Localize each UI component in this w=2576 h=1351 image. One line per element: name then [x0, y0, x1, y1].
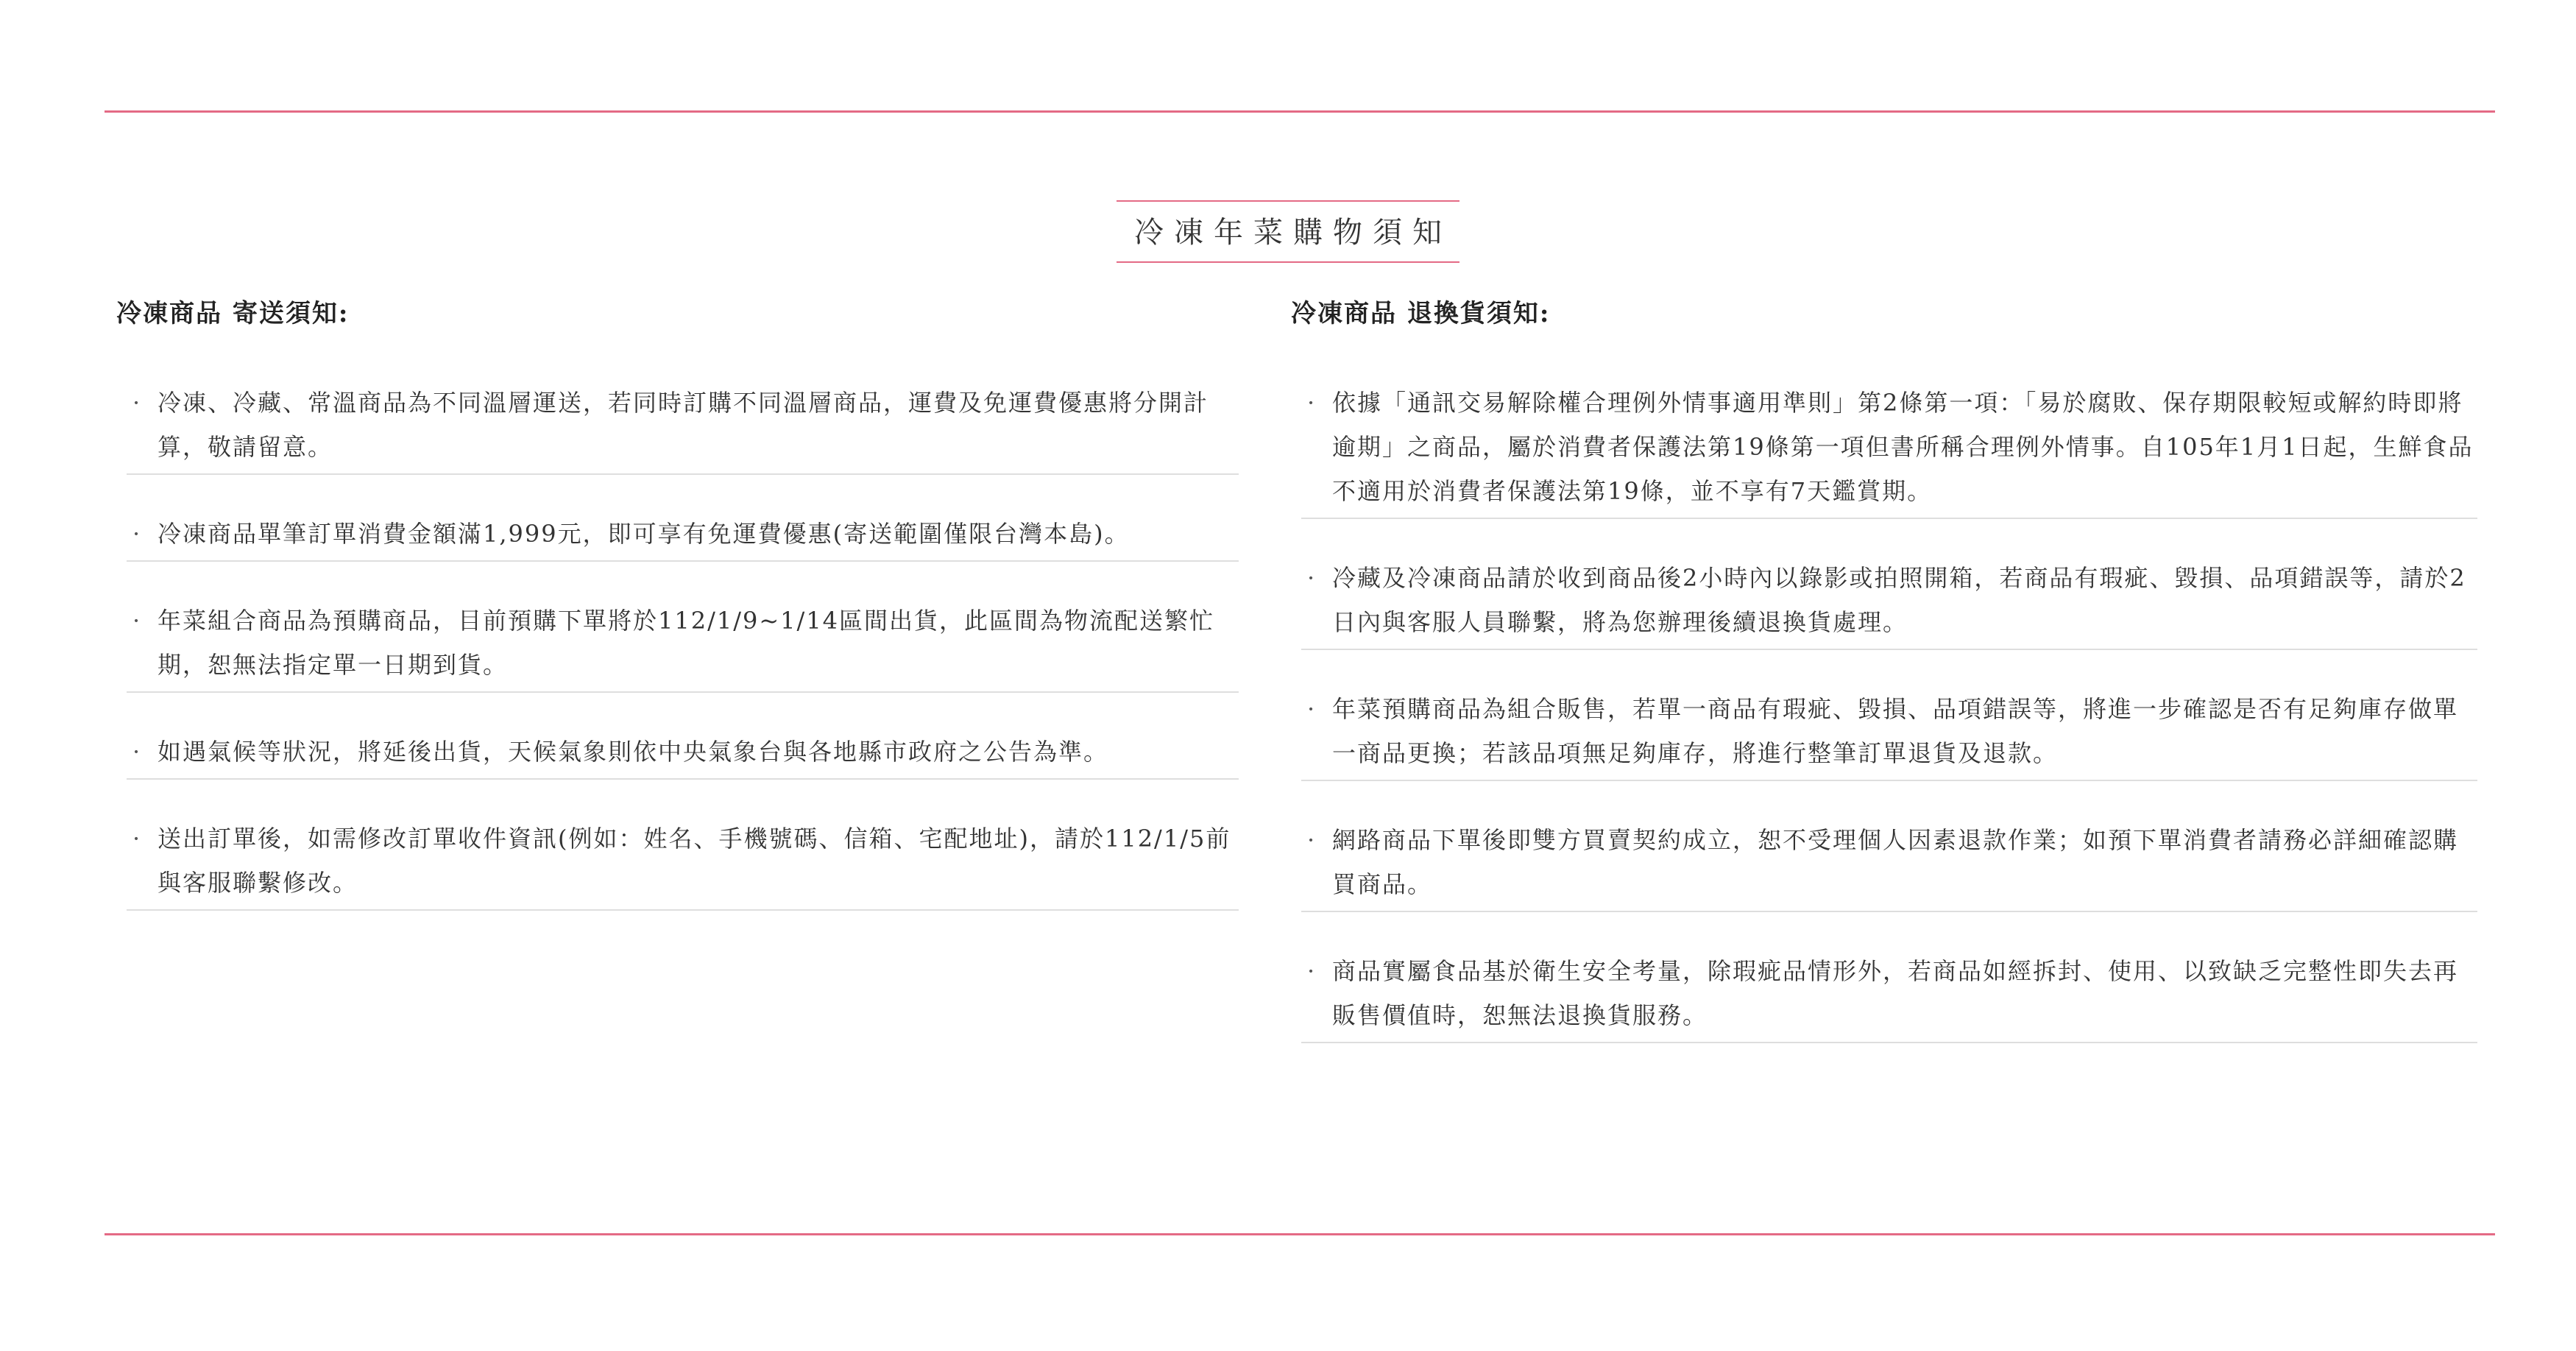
shipping-notice-text: 冷凍商品單筆訂單消費金額滿1,999元，即可享有免運費優惠(寄送範圍僅限台灣本島)。 — [158, 520, 1130, 548]
return-notice-column — [1291, 293, 2477, 1080]
bullet-icon: · — [132, 738, 142, 766]
bullet-icon: · — [132, 389, 142, 417]
shipping-notice-heading: 冷凍商品 寄送須知: — [116, 299, 350, 328]
shipping-notice-text: 年菜組合商品為預購商品，目前預購下單將於112/1/9~1/14區間出貨，此區間為物流配送繁忙期，恕無法指定單一日期到貨。 — [158, 607, 1215, 679]
return-notice-text: 冷藏及冷凍商品請於收到商品後2小時內以錄影或拍照開箱，若商品有瑕疵、毀損、品項錯誤等，請於2日內與客服人員聯繫，將為您辦理後續退換貨處理。 — [1332, 564, 2466, 636]
shipping-notice-column — [116, 293, 1239, 948]
shipping-notice-text: 冷凍、冷藏、常溫商品為不同溫層運送，若同時訂購不同溫層商品，運費及免運費優惠將分開計算，敬請留意。 — [158, 389, 1209, 461]
return-notice-item — [1301, 687, 2477, 781]
title-wrap — [0, 200, 2576, 263]
bullet-icon: · — [132, 520, 142, 548]
bottom-divider — [105, 1233, 2495, 1235]
return-notice-heading: 冷凍商品 退換貨須知: — [1291, 299, 1551, 328]
shipping-notice-text: 如遇氣候等狀況，將延後出貨，天候氣象則依中央氣象台與各地縣市政府之公告為準。 — [158, 738, 1109, 766]
bullet-icon: · — [1307, 695, 1317, 723]
bullet-icon: · — [1307, 957, 1317, 985]
bullet-icon: · — [1307, 564, 1317, 592]
shipping-notice-item — [127, 816, 1239, 911]
bullet-icon: · — [1307, 826, 1317, 854]
shipping-notice-item — [127, 512, 1239, 562]
page-title: 冷凍年菜購物須知 — [1117, 200, 1459, 263]
return-notice-text: 年菜預購商品為組合販售，若單一商品有瑕疵、毀損、品項錯誤等，將進一步確認是否有足夠庫存做單一商品更換；若該品項無足夠庫存，將進行整筆訂單退貨及退款。 — [1332, 695, 2459, 767]
shipping-notice-item — [127, 730, 1239, 780]
return-notice-item — [1301, 818, 2477, 912]
return-notice-text: 依據「通訊交易解除權合理例外情事適用準則」第2條第一項：「易於腐敗、保存期限較短或解約時即將逾期」之商品，屬於消費者保護法第19條第一項但書所稱合理例外情事。自105年1月1日起，生鮮食品不適用於消費者保護法第19條，並不享有7天鑑賞期。 — [1332, 389, 2474, 505]
return-notice-item — [1301, 556, 2477, 650]
return-notice-item — [1301, 949, 2477, 1043]
shipping-notice-item — [127, 381, 1239, 475]
return-notice-text: 商品實屬食品基於衛生安全考量，除瑕疵品情形外，若商品如經拆封、使用、以致缺乏完整性即失去再販售價值時，恕無法退換貨服務。 — [1332, 957, 2459, 1029]
bullet-icon: · — [1307, 389, 1317, 417]
shipping-notice-text: 送出訂單後，如需修改訂單收件資訊(例如：姓名、手機號碼、信箱、宅配地址)，請於112/1/5前與客服聯繫修改。 — [158, 825, 1231, 897]
bullet-icon: · — [132, 825, 142, 853]
top-divider — [105, 110, 2495, 113]
return-notice-text: 網路商品下單後即雙方買賣契約成立，恕不受理個人因素退款作業；如預下單消費者請務必詳細確認購買商品。 — [1332, 826, 2459, 898]
return-notice-item — [1301, 381, 2477, 519]
shipping-notice-item — [127, 599, 1239, 693]
bullet-icon: · — [132, 607, 142, 635]
